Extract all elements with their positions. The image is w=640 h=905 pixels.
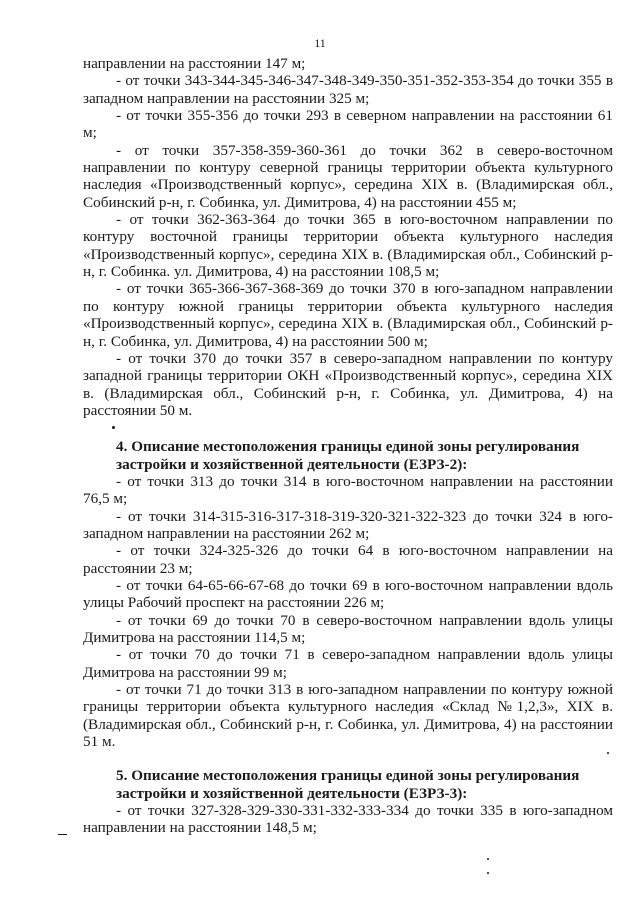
margin-mark: [58, 834, 67, 835]
section-heading: застройки и хозяйственной деятельности (ЕЗРЗ-2):: [116, 455, 468, 473]
paragraph-boundary-segment: - от точки 365-366-367-368-369 до точки 370 в юго-западном направлении по контуру южной границы территории объекта культурного наследия «Производственный корпус», середина XIX в. (Владимирская обл., Собинский р-н, г. Собинка, ул. Димитрова, 4) на расстоянии 500 м;: [83, 280, 613, 350]
paragraph-boundary-segment: - от точки 362-363-364 до точки 365 в юго-восточном направлении по контуру восточной границы территории объекта культурного наследия «Производственный корпус», середина XIX в. (Владимирская обл., Собинский р-н, г. Собинка. ул. Димитрова, 4) на расстоянии 108,5 м;: [83, 211, 613, 281]
paragraph-boundary-segment: - от точки 70 до точки 71 в северо-западном направлении вдоль улицы Димитрова на расстоянии 99 м;: [83, 646, 613, 681]
paragraph-boundary-segment: - от точки 69 до точки 70 в северо-восточном направлении вдоль улицы Димитрова на расстоянии 114,5 м;: [83, 611, 613, 646]
section-heading: 4. Описание местоположения границы единой зоны регулирования: [116, 438, 580, 456]
paragraph-boundary-segment: - от точки 313 до точки 314 в юго-восточном направлении на расстоянии 76,5 м;: [83, 472, 613, 508]
paragraph-boundary-segment: - от точки 64-65-66-67-68 до точки 69 в юго-восточном направлении вдоль улицы Рабочий проспект на расстоянии 226 м;: [83, 576, 613, 612]
paragraph-continuation: направлении на расстоянии 147 м;: [83, 55, 306, 72]
paragraph-boundary-segment: - от точки 324-325-326 до точки 64 в юго-восточном направлении на расстоянии 23 м;: [83, 542, 613, 577]
page-number: 11: [314, 36, 326, 50]
document-body: [83, 55, 613, 837]
paragraph-boundary-segment: - от точки 370 до точки 357 в северо-западном направлении по контуру западной границы территории ОКН «Производственный корпус», середина XIX в. (Владимирская обл., Собинский р-н, г. Собинка, ул. Димитрова, 4) на расстоянии 50 м.: [83, 349, 613, 419]
paragraph-boundary-segment: - от точки 357-358-359-360-361 до точки 362 в северо-восточном направлении по контуру северной границы территории объекта культурного наследия «Производственный корпус», середина XIX в. (Владимирская обл., Собинский р-н, г. Собинка, ул. Димитрова, 4) на расстоянии 455 м;: [83, 141, 613, 211]
section-5: [83, 767, 613, 836]
section-heading: 5. Описание местоположения границы единой зоны регулирования: [116, 767, 580, 785]
paragraph-boundary-segment: - от точки 314-315-316-317-318-319-320-321-322-323 до точки 324 в юго-западном направлении на расстоянии 262 м;: [83, 507, 613, 542]
scan-speck: [487, 872, 489, 874]
paragraph-boundary-segment: - от точки 71 до точки 313 в юго-западном направлении по контуру южной границы территории объекта культурного наследия «Склад №1,2,3», XIX в. (Владимирская обл., Собинский р-н, г. Собинка, ул. Димитрова, 4) на расстоянии 51 м.: [83, 681, 613, 751]
scan-speck: [112, 426, 115, 429]
paragraph-boundary-segment: - от точки 343-344-345-346-347-348-349-350-351-352-353-354 до точки 355 в западном направлении на расстоянии 325 м;: [83, 72, 613, 107]
scan-speck: [607, 752, 609, 754]
section-heading: застройки и хозяйственной деятельности (ЕЗРЗ-3):: [116, 784, 468, 802]
scan-speck: [487, 858, 489, 860]
section-4: [83, 438, 613, 750]
paragraph-boundary-segment: - от точки 355-356 до точки 293 в северном направлении на расстоянии 61 м;: [83, 107, 613, 142]
paragraph-boundary-segment: - от точки 327-328-329-330-331-332-333-334 до точки 335 в юго-западном направлении на расстоянии 148,5 м;: [83, 802, 613, 837]
